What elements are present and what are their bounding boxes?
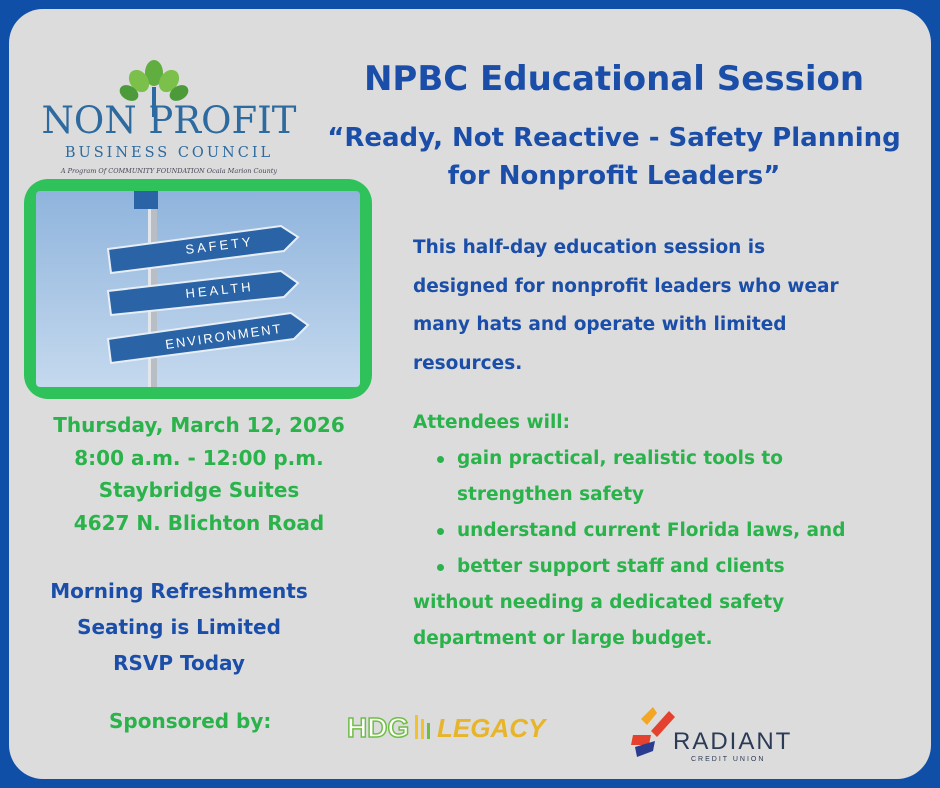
bullet-text: understand current Florida laws, and	[457, 520, 846, 541]
description-line: This half-day education session is	[413, 237, 766, 258]
signpost-photo-frame	[24, 179, 372, 399]
bullet-icon	[437, 528, 444, 535]
attendees-section	[413, 405, 913, 657]
bullet-text: strengthen safety	[457, 484, 645, 505]
subtitle-line2: for Nonprofit Leaders”	[447, 161, 781, 191]
description-line: designed for nonprofit leaders who wear	[413, 275, 839, 297]
sign-health: HEALTH	[184, 278, 255, 301]
radiant-name: RADIANT	[673, 728, 793, 755]
event-address: 4627 N. Blichton Road	[73, 510, 325, 535]
legacy-text: LEGACY	[437, 713, 546, 743]
event-time: 8:00 a.m. - 12:00 p.m.	[74, 445, 324, 470]
subtitle-line1: “Ready, Not Reactive - Safety Planning	[327, 123, 901, 153]
logo-line1: NON PROFIT	[41, 99, 297, 142]
bullet-icon	[437, 456, 444, 463]
list-item	[457, 441, 913, 513]
bullet-icon	[437, 564, 444, 571]
refreshments-text: Morning Refreshments	[50, 579, 308, 603]
session-subtitle	[309, 119, 919, 195]
closing-line: department or large budget.	[413, 628, 713, 649]
logo-line3: A Program Of COMMUNITY FOUNDATION Ocala Marion County	[60, 167, 278, 175]
logo-line2: BUSINESS COUNCIL	[64, 145, 274, 161]
closing-line: without needing a dedicated safety	[413, 592, 785, 613]
event-date: Thursday, March 12, 2026	[53, 413, 345, 437]
event-details	[29, 409, 369, 539]
seating-text: Seating is Limited	[77, 615, 281, 639]
sponsored-by-label: Sponsored by:	[109, 709, 272, 733]
radiant-sub: CREDIT UNION	[691, 756, 766, 763]
description-line: many hats and operate with limited	[413, 314, 787, 335]
signpost-image	[36, 191, 360, 387]
bullet-text: gain practical, realistic tools to	[457, 448, 783, 469]
radiant-logo	[629, 689, 829, 769]
sign-safety: SAFETY	[184, 233, 255, 257]
description-line: resources.	[413, 352, 523, 374]
rsvp-text: RSVP Today	[113, 651, 245, 675]
event-venue: Staybridge Suites	[98, 478, 300, 502]
bullet-text: better support staff and clients	[457, 556, 785, 577]
session-description	[413, 229, 913, 383]
page-title: NPBC Educational Session	[363, 59, 865, 99]
sign-environment: ENVIRONMENT	[164, 320, 284, 352]
flyer-card	[9, 9, 931, 779]
list-item	[457, 513, 913, 549]
npbc-logo	[39, 59, 299, 184]
attendees-list	[413, 441, 913, 585]
list-item	[457, 549, 913, 585]
event-extras	[29, 573, 329, 681]
attendees-heading: Attendees will:	[413, 412, 571, 433]
hdg-text: HDG	[347, 712, 410, 743]
hdg-legacy-logo	[345, 705, 565, 749]
